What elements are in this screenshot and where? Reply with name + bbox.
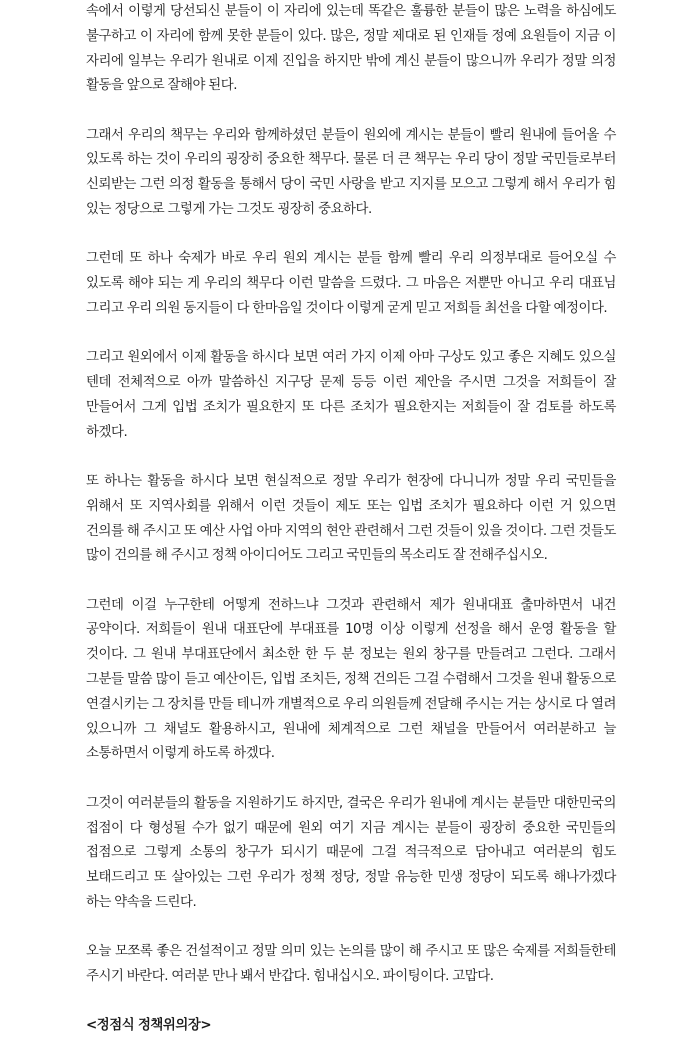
- paragraph: 그런데 이걸 누구한테 어떻게 전하느냐 그것과 관련해서 제가 원내대표 출마하면서 내건 공약이다. 저희들이 원내 대표단에 부대표를 10명 이상 이렇게 선정을 해서 운영 활동을 할 것이다. 그 원내 부대표단에서 최소한 한 두 분 정보는 원외 창구를 만들려고 그런다. 그래서 그분들 말씀 많이 듣고 예산이든, 입법 조치든, 정책 건의든 그걸 수렴해서 그것을 원내 활동으로 연결시키는 그 장치를 만들 테니까 개별적으로 우리 의원들께 전달해 주시는 거는 상시로 다 열려 있으니까 그 채널도 활용하시고, 원내에 체계적으로 그런 채널을 만들어서 여러분하고 늘 소통하면서 이렇게 하도록 하겠다.: [86, 597, 616, 762]
- paragraph: 속에서 이렇게 당선되신 분들이 이 자리에 있는데 똑같은 훌륭한 분들이 많은 노력을 하심에도 불구하고 이 자리에 함께 못한 분들이 있다. 많은, 정말 제대로 된 인재들 정예 요원들이 지금 이 자리에 일부는 우리가 원내로 이제 진입을 하지만 밖에 계신 분들이 많으니까 우리가 정말 의정 활동을 앞으로 잘해야 된다.: [86, 4, 616, 94]
- paragraph: 또 하나는 활동을 하시다 보면 현실적으로 정말 우리가 현장에 다니니까 정말 우리 국민들을 위해서 또 지역사회를 위해서 이런 것들이 제도 또는 입법 조치가 필요하다 이런 거 있으면 건의를 해 주시고 또 예산 사업 아마 지역의 현안 관련해서 그런 것들이 있을 것이다. 그런 것들도 많이 건의를 해 주시고 정책 아이디어도 그리고 국민들의 목소리도 잘 전해주십시오.: [86, 473, 616, 564]
- paragraph: 그것이 여러분들의 활동을 지원하기도 하지만, 결국은 우리가 원내에 계시는 분들만 대한민국의 접점이 다 형성될 수가 없기 때문에 원외 여기 지금 계시는 분들이 굉장히 중요한 국민들의 접점으로 그렇게 소통의 창구가 되시기 때문에 그걸 적극적으로 담아내고 여러분의 힘도 보태드리고 또 살아있는 그런 우리가 정책 정당, 정말 유능한 민생 정당이 되도록 해나가겠다 하는 약속을 드린다.: [86, 795, 616, 910]
- paragraph: 그리고 원외에서 이제 활동을 하시다 보면 여러 가지 이제 아마 구상도 있고 좋은 지혜도 있으실 텐데 전체적으로 아까 말씀하신 지구당 문제 등등 이런 제안을 주시면 그것을 저희들이 잘 만들어서 그게 입법 조치가 필요한지 또 다른 조치가 필요한지는 저희들이 잘 검토를 하도록 하겠다.: [86, 350, 616, 440]
- paragraph: 그래서 우리의 책무는 우리와 함께하셨던 분들이 원외에 계시는 분들이 빨리 원내에 들어올 수 있도록 하는 것이 우리의 굉장히 중요한 책무다. 물론 더 큰 책무는 우리 당이 정말 국민들로부터 신뢰받는 그런 의정 활동을 통해서 당이 국민 사랑을 받고 지지를 모으고 그렇게 해서 우리가 힘 있는 정당으로 그렇게 가는 그것도 굉장히 중요하다.: [86, 127, 616, 218]
- speaker-signature: <정점식 정책위의장>: [86, 1018, 212, 1034]
- paragraph: 오늘 모쪼록 좋은 건설적이고 정말 의미 있는 논의를 많이 해 주시고 또 많은 숙제를 저희들한테 주시기 바란다. 여러분 만나 봬서 반갑다. 힘내십시오. 파이팅이다. 고맙다.: [86, 944, 616, 984]
- paragraph: 그런데 또 하나 숙제가 바로 우리 원외 계시는 분들 함께 빨리 우리 의정부대로 들어오실 수 있도록 해야 되는 게 우리의 책무다 이런 말씀을 드렸다. 그 마음은 저뿐만 아니고 우리 대표님 그리고 우리 의원 동지들이 다 한마음일 것이다 이렇게 굳게 믿고 저희들 최선을 다할 예정이다.: [86, 251, 616, 316]
- document-body: [86, 0, 616, 1039]
